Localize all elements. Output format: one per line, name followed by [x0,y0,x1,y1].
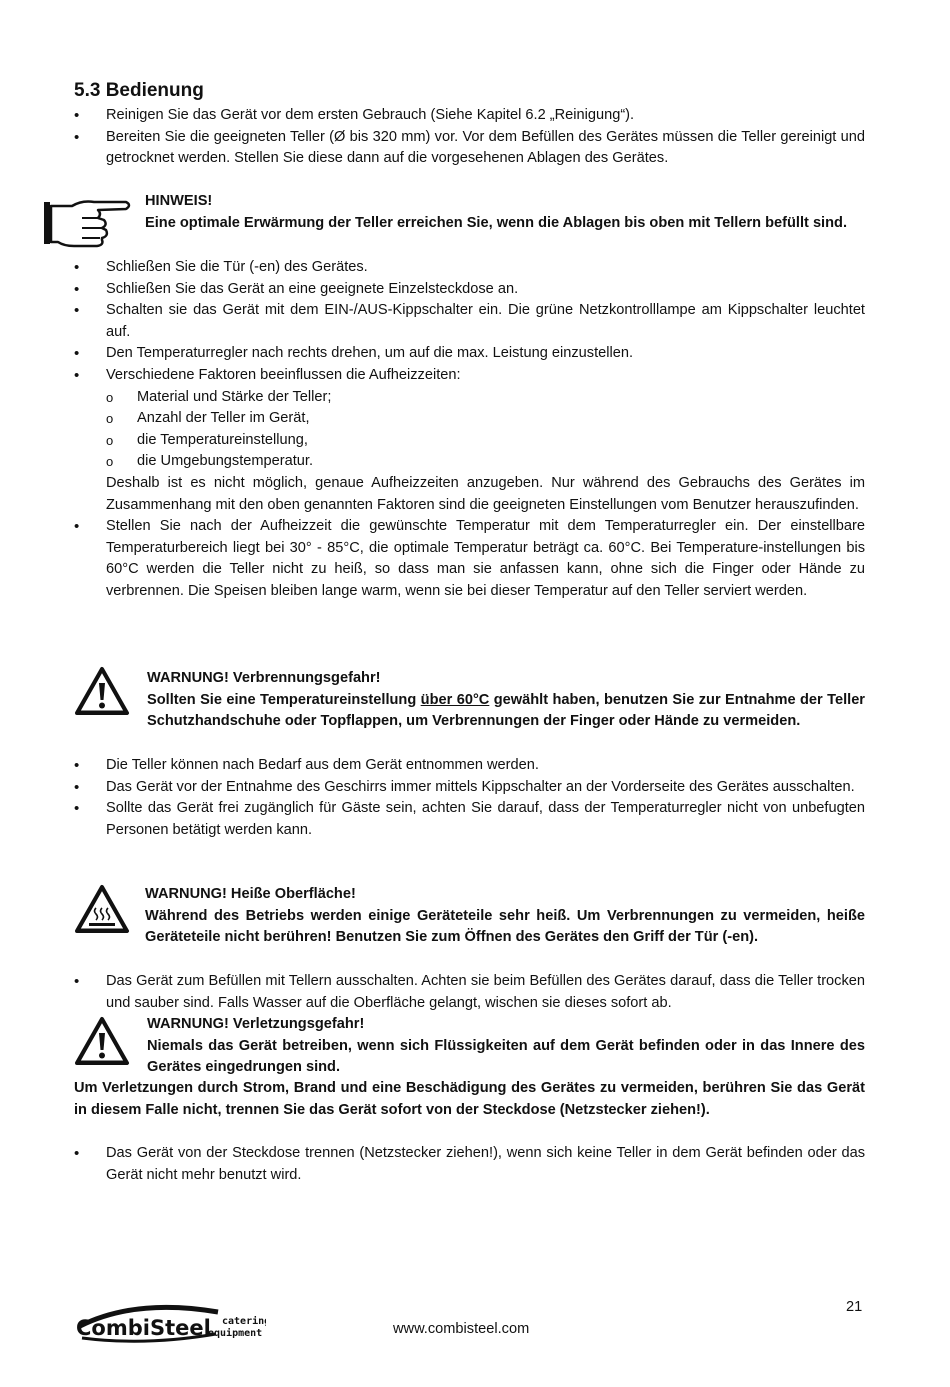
list-item: • Stellen Sie nach der Aufheizzeit die gewünschte Temperatur mit dem Temperaturregler ein. Der einstellbare Temperaturbereich liegt bei 30° - 85°C, die optimale Temperatur beträgt ca. 60°C. Bei Temperature-instellungen bis 60°C werden die Teller nicht zu heiß, so dass man sie anfassen kann, ohne sich die Finger oder Hände zu verbrennen. Die Speisen bleiben lange warm, wenn sie bei dieser Temperatur auf den Teller serviert werden. [74,516,865,602]
warning-exclamation-icon [74,666,130,721]
warning-hot-title: WARNUNG! Heiße Oberfläche! [145,886,356,902]
section-heading: 5.3 Bedienung [74,80,204,101]
warning-hot-note [145,884,865,949]
logo-tagline-2: equipment [208,1328,263,1339]
footer-url: www.combisteel.com [393,1321,530,1337]
bullet-list-operation [74,257,865,603]
list-item: • Bereiten Sie die geeigneten Teller (Ø bis 320 mm) vor. Vor dem Befüllen des Gerätes müssen die Teller gereinigt und getrocknet werden. Stellen Sie diese dann auf die vorgesehenen Ablagen des Gerätes. [74,127,865,170]
list-item: • Das Gerät von der Steckdose trennen (Netzstecker ziehen!), wenn sich keine Teller in dem Gerät befinden oder das Gerät nicht mehr benutzt wird. [74,1143,865,1186]
hinweis-note [145,191,869,234]
warning-burn-title: WARNUNG! Verbrennungsgefahr! [147,670,381,686]
list-item: • Schließen Sie die Tür (-en) des Gerätes. [74,257,865,279]
warning-injury-title: WARNUNG! Verletzungsgefahr! [147,1016,365,1032]
logo-wordmark: CombiSteel [76,1316,211,1340]
warning-burn-note [147,668,865,733]
list-item: • Die Teller können nach Bedarf aus dem Gerät entnommen werden. [74,755,865,777]
list-item: • Reinigen Sie das Gerät vor dem ersten Gebrauch (Siehe Kapitel 6.2 „Reinigung“). [74,105,865,127]
list-item: • Schließen Sie das Gerät an eine geeignete Einzelsteckdose an. [74,279,865,301]
warning-hot-text: Während des Betriebs werden einige Geräteteile sehr heiß. Um Verbrennungen zu vermeiden, heiße Geräteteile nicht berühren! Benutzen Sie zum Öffnen des Gerätes den Griff der Tür (-en). [145,907,865,946]
pointing-hand-icon [42,196,132,255]
list-item: • Das Gerät zum Befüllen mit Tellern ausschalten. Achten sie beim Befüllen des Gerätes darauf, dass die Teller trocken und sauber sind. Falls Wasser auf die Oberfläche gelangt, wischen sie dieses sofort ab. [74,971,865,1014]
hot-surface-warning-icon [74,884,130,939]
list-item: • Sollte das Gerät frei zugänglich für Gäste sein, achten Sie darauf, dass der Temperaturregler nicht von unbefugten Personen betätigt werden kann. [74,798,865,841]
factors-note: Deshalb ist es nicht möglich, genaue Aufheizzeiten anzugeben. Nur während des Gebrauchs des Gerätes im Zusammenhang mit den oben genannten Faktoren sind die geeigneten Einstellungen vom Benutzer herauszufinden. [106,474,865,513]
warning-exclamation-icon [74,1016,130,1071]
sub-list-item: o die Umgebungstemperatur. [74,451,865,473]
injury-followup-text: Um Verletzungen durch Strom, Brand und eine Beschädigung des Gerätes zu vermeiden, berühren Sie das Gerät in diesem Falle nicht, trennen Sie das Gerät sofort von der Steckdose (Netzstecker ziehen!). [74,1080,865,1118]
sub-list-item: o Material und Stärke der Teller; [74,387,865,409]
warning-burn-text: Sollten Sie eine Temperatureinstellung über 60°C gewählt haben, benutzen Sie zur Entnahme der Teller Schutzhandschuhe oder Topflappen, um Verbrennungen der Finger oder Hände zu vermeiden. [147,691,865,730]
hinweis-title: HINWEIS! [145,193,213,209]
underlined-temperature: über 60°C [420,691,490,708]
bullet-list-unplug [74,1143,865,1186]
list-item [74,365,865,516]
bullet-list-filling [74,971,865,1014]
bullet-list-removal [74,755,865,841]
list-item: • Den Temperaturregler nach rechts drehen, um auf die max. Leistung einzustellen. [74,343,865,365]
sub-list-item: o die Temperatureinstellung, [74,430,865,452]
warning-injury-note [147,1014,865,1079]
factors-intro: Verschiedene Faktoren beeinflussen die Aufheizzeiten: [106,366,461,383]
sub-list-item: o Anzahl der Teller im Gerät, [74,408,865,430]
list-item: • Schalten sie das Gerät mit dem EIN-/AUS-Kippschalter ein. Die grüne Netzkontrolllampe am Kippschalter leuchtet auf. [74,300,865,343]
bullet-list-preparation [74,105,865,170]
logo-tagline-1: catering [222,1316,266,1327]
combisteel-logo [76,1302,266,1349]
warning-injury-text: Niemals das Gerät betreiben, wenn sich Flüssigkeiten auf dem Gerät befinden oder in das Innere des Gerätes eingedrungen sind. [147,1037,865,1076]
list-item: • Das Gerät vor der Entnahme des Geschirrs immer mittels Kippschalter an der Vorderseite des Gerätes ausschalten. [74,777,865,799]
page-number: 21 [846,1299,863,1315]
hinweis-text: Eine optimale Erwärmung der Teller erreichen Sie, wenn die Ablagen bis oben mit Tellern befüllt sind. [145,214,847,231]
